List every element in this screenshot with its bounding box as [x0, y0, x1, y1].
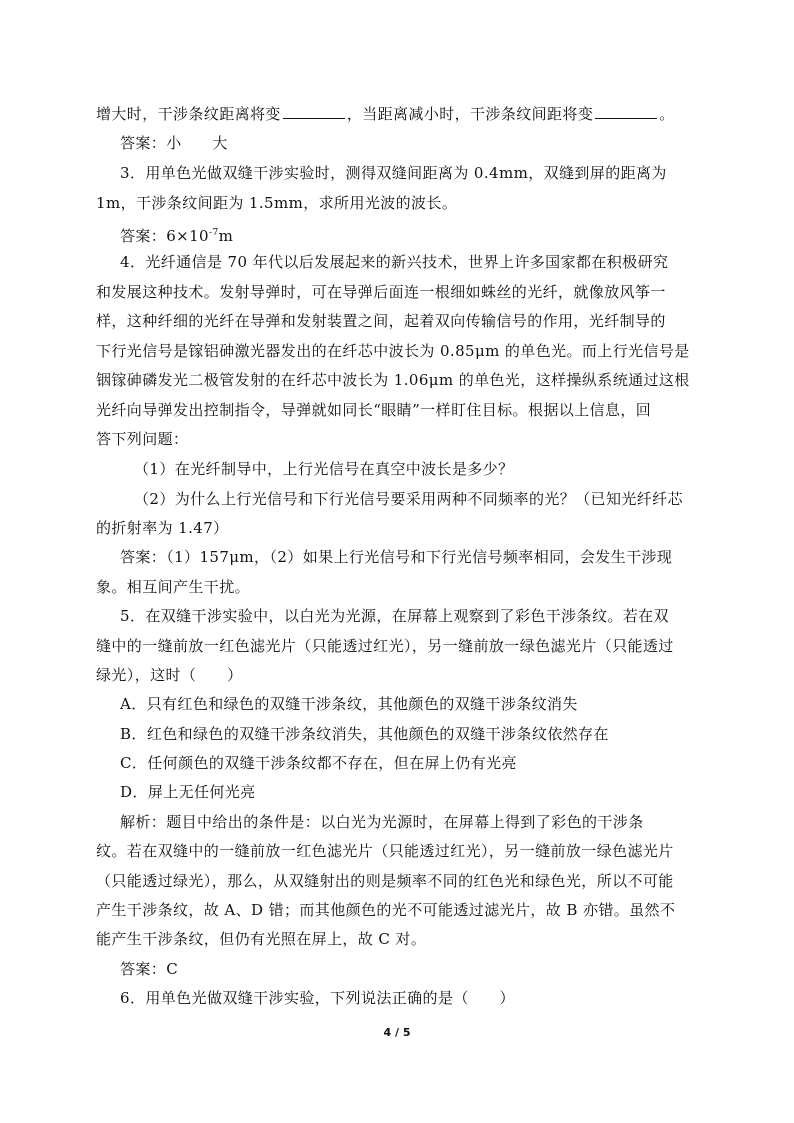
text-line: 象。相互间产生干扰。 [96, 578, 251, 596]
text-line: 的折射率为 1.47） [96, 519, 229, 537]
option-a: A．只有红色和绿色的双缝干涉条纹，其他颜色的双缝干涉条纹消失 [120, 695, 578, 713]
text-line: 能产生干涉条纹，但仍有光照在屏上，故 C 对。 [96, 930, 427, 948]
option-d: D．屏上无任何光亮 [120, 783, 256, 801]
question-4: 4．光纤通信是 70 年代以后发展起来的新兴技术，世界上许多国家都在积极研究 [120, 253, 669, 271]
text-line: 光纤向导弹发出控制指令，导弹就如同长“眼睛”一样盯住目标。根据以上信息，回 [96, 401, 652, 419]
text-line: 纹。若在双缝中的一缝前放一红色滤光片（只能透过红光），另一缝前放一绿色滤光片 [96, 842, 674, 860]
answer-blank [283, 104, 345, 119]
answer-blank [595, 104, 657, 119]
text-line [96, 104, 696, 124]
text-segment: 。 [659, 105, 675, 123]
text-line: 样，这种纤细的光纤在导弹和发射装置之间，起着双向传输信号的作用，光纤制导的 [96, 312, 666, 330]
text-segment: m [218, 227, 234, 245]
page-number: 4 / 5 [383, 1026, 411, 1039]
text-line: 答下列问题： [96, 430, 189, 448]
text-line: 缝中的一缝前放一红色滤光片（只能透过红光），另一缝前放一绿色滤光片（只能透过 [96, 637, 674, 655]
answer-line: 答案：（1）157μm，（2）如果上行光信号和下行光信号频率相同，会发生干涉现 [120, 548, 673, 566]
sub-question-1: （1）在光纤制导中，上行光信号在真空中波长是多少？ [134, 460, 514, 478]
text-line: （只能透过绿光），那么，从双缝射出的则是频率不同的红色光和绿色光，所以不可能 [96, 872, 674, 890]
text-line: 铟镓砷磷发光二极管发射的在纤芯中波长为 1.06μm 的单色光，这样操纵系统通过这根 [96, 371, 690, 389]
question-5: 5．在双缝干涉实验中，以白光为光源，在屏幕上观察到了彩色干涉条纹。若在双 [120, 607, 669, 625]
text-line: 下行光信号是镓铝砷激光器发出的在纤芯中波长为 0.85μm 的单色光。而上行光信号是 [96, 342, 690, 360]
text-segment: 增大时，干涉条纹距离将变 [96, 105, 281, 123]
text-line: 和发展这种技术。发射导弹时，可在导弹后面连一根细如蛛丝的光纤，就像放风筝一 [96, 283, 666, 301]
text-line: 绿光），这时（ ） [96, 666, 243, 684]
text-segment: 答案：6×10 [120, 227, 209, 245]
answer-line [120, 223, 720, 246]
sub-question-2: （2）为什么上行光信号和下行光信号要采用两种不同频率的光？（已知光纤纤芯 [134, 490, 683, 508]
question-3: 3．用单色光做双缝干涉实验时，测得双缝间距离为 0.4mm，双缝到屏的距离为 [120, 164, 667, 182]
answer-line: 答案：C [120, 960, 179, 978]
exponent: -7 [209, 228, 219, 238]
option-b: B．红色和绿色的双缝干涉条纹消失，其他颜色的双缝干涉条纹依然存在 [120, 725, 609, 743]
option-c: C．任何颜色的双缝干涉条纹都不存在，但在屏上仍有光亮 [120, 754, 517, 772]
text-segment: ，当距离减小时，干涉条纹间距将变 [346, 105, 594, 123]
text-line: 产生干涉条纹，故 A、D 错；而其他颜色的光不可能透过滤光片，故 B 亦错。虽然不 [96, 901, 676, 919]
explanation-line: 解析：题目中给出的条件是：以白光为光源时，在屏幕上得到了彩色的干涉条 [120, 813, 644, 831]
question-6: 6．用单色光做双缝干涉实验，下列说法正确的是（ ） [120, 989, 515, 1007]
text-line: 1m，干涉条纹间距为 1.5mm，求所用光波的波长。 [96, 194, 458, 212]
answer-line: 答案：小 大 [120, 134, 228, 152]
